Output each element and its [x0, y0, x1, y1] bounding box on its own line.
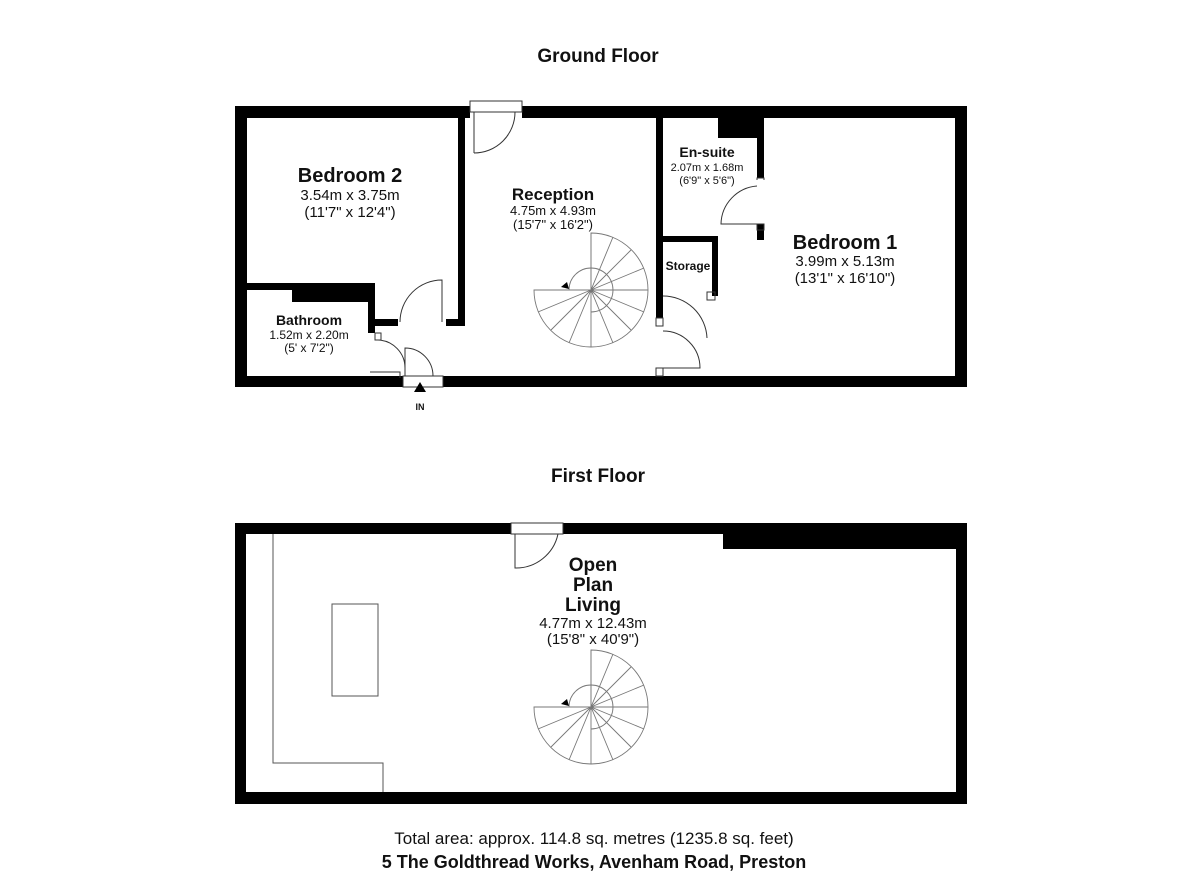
svg-text:Reception: Reception [511, 185, 595, 204]
svg-text:3.54m x 3.75m: 3.54m x 3.75m [300, 187, 400, 204]
first-spiral-staircase [534, 650, 648, 764]
room-label-storage [666, 259, 711, 273]
room-label-en-suite [671, 144, 744, 187]
svg-text:(15'8" x 40'9"): (15'8" x 40'9") [546, 631, 640, 648]
svg-text:Living: Living [565, 595, 621, 616]
svg-text:Bedroom 1: Bedroom 1 [792, 232, 898, 254]
svg-text:Bedroom 2: Bedroom 2 [297, 165, 403, 187]
svg-text:(6'9" x 5'6"): (6'9" x 5'6") [679, 175, 735, 187]
svg-text:Storage: Storage [665, 259, 711, 273]
room-label-reception [510, 185, 596, 232]
svg-text:(11'7" x 12'4"): (11'7" x 12'4") [304, 204, 396, 221]
room-label-bedroom-1 [793, 232, 897, 287]
property-address: 5 The Goldthread Works, Avenham Road, Preston [381, 852, 807, 872]
svg-text:Open: Open [568, 555, 618, 576]
svg-text:3.99m x 5.13m: 3.99m x 5.13m [795, 253, 895, 270]
svg-text:4.77m x 12.43m: 4.77m x 12.43m [539, 615, 647, 632]
total-area-text: Total area: approx. 114.8 sq. metres (1235.8 sq. feet) [394, 829, 794, 848]
ground-floor-title: Ground Floor [537, 46, 659, 67]
room-label-open-plan-living [539, 555, 647, 648]
svg-text:En-suite: En-suite [679, 144, 735, 160]
entrance-label: IN [415, 402, 425, 412]
svg-text:(13'1" x 16'10"): (13'1" x 16'10") [794, 270, 896, 287]
svg-text:Bathroom: Bathroom [275, 312, 343, 328]
svg-text:2.07m x 1.68m: 2.07m x 1.68m [670, 162, 744, 174]
svg-text:Plan: Plan [572, 575, 614, 596]
svg-text:1.52m x 2.20m: 1.52m x 2.20m [269, 328, 349, 342]
svg-text:4.75m x 4.93m: 4.75m x 4.93m [510, 203, 596, 218]
svg-text:(5' x 7'2"): (5' x 7'2") [284, 341, 334, 355]
ground-spiral-staircase [534, 233, 648, 347]
svg-text:(15'7" x 16'2"): (15'7" x 16'2") [513, 217, 593, 232]
first-floor-fixtures [273, 523, 563, 792]
first-floor-title: First Floor [551, 466, 645, 487]
room-label-bedroom-2 [298, 165, 402, 221]
room-label-bathroom [269, 312, 348, 355]
